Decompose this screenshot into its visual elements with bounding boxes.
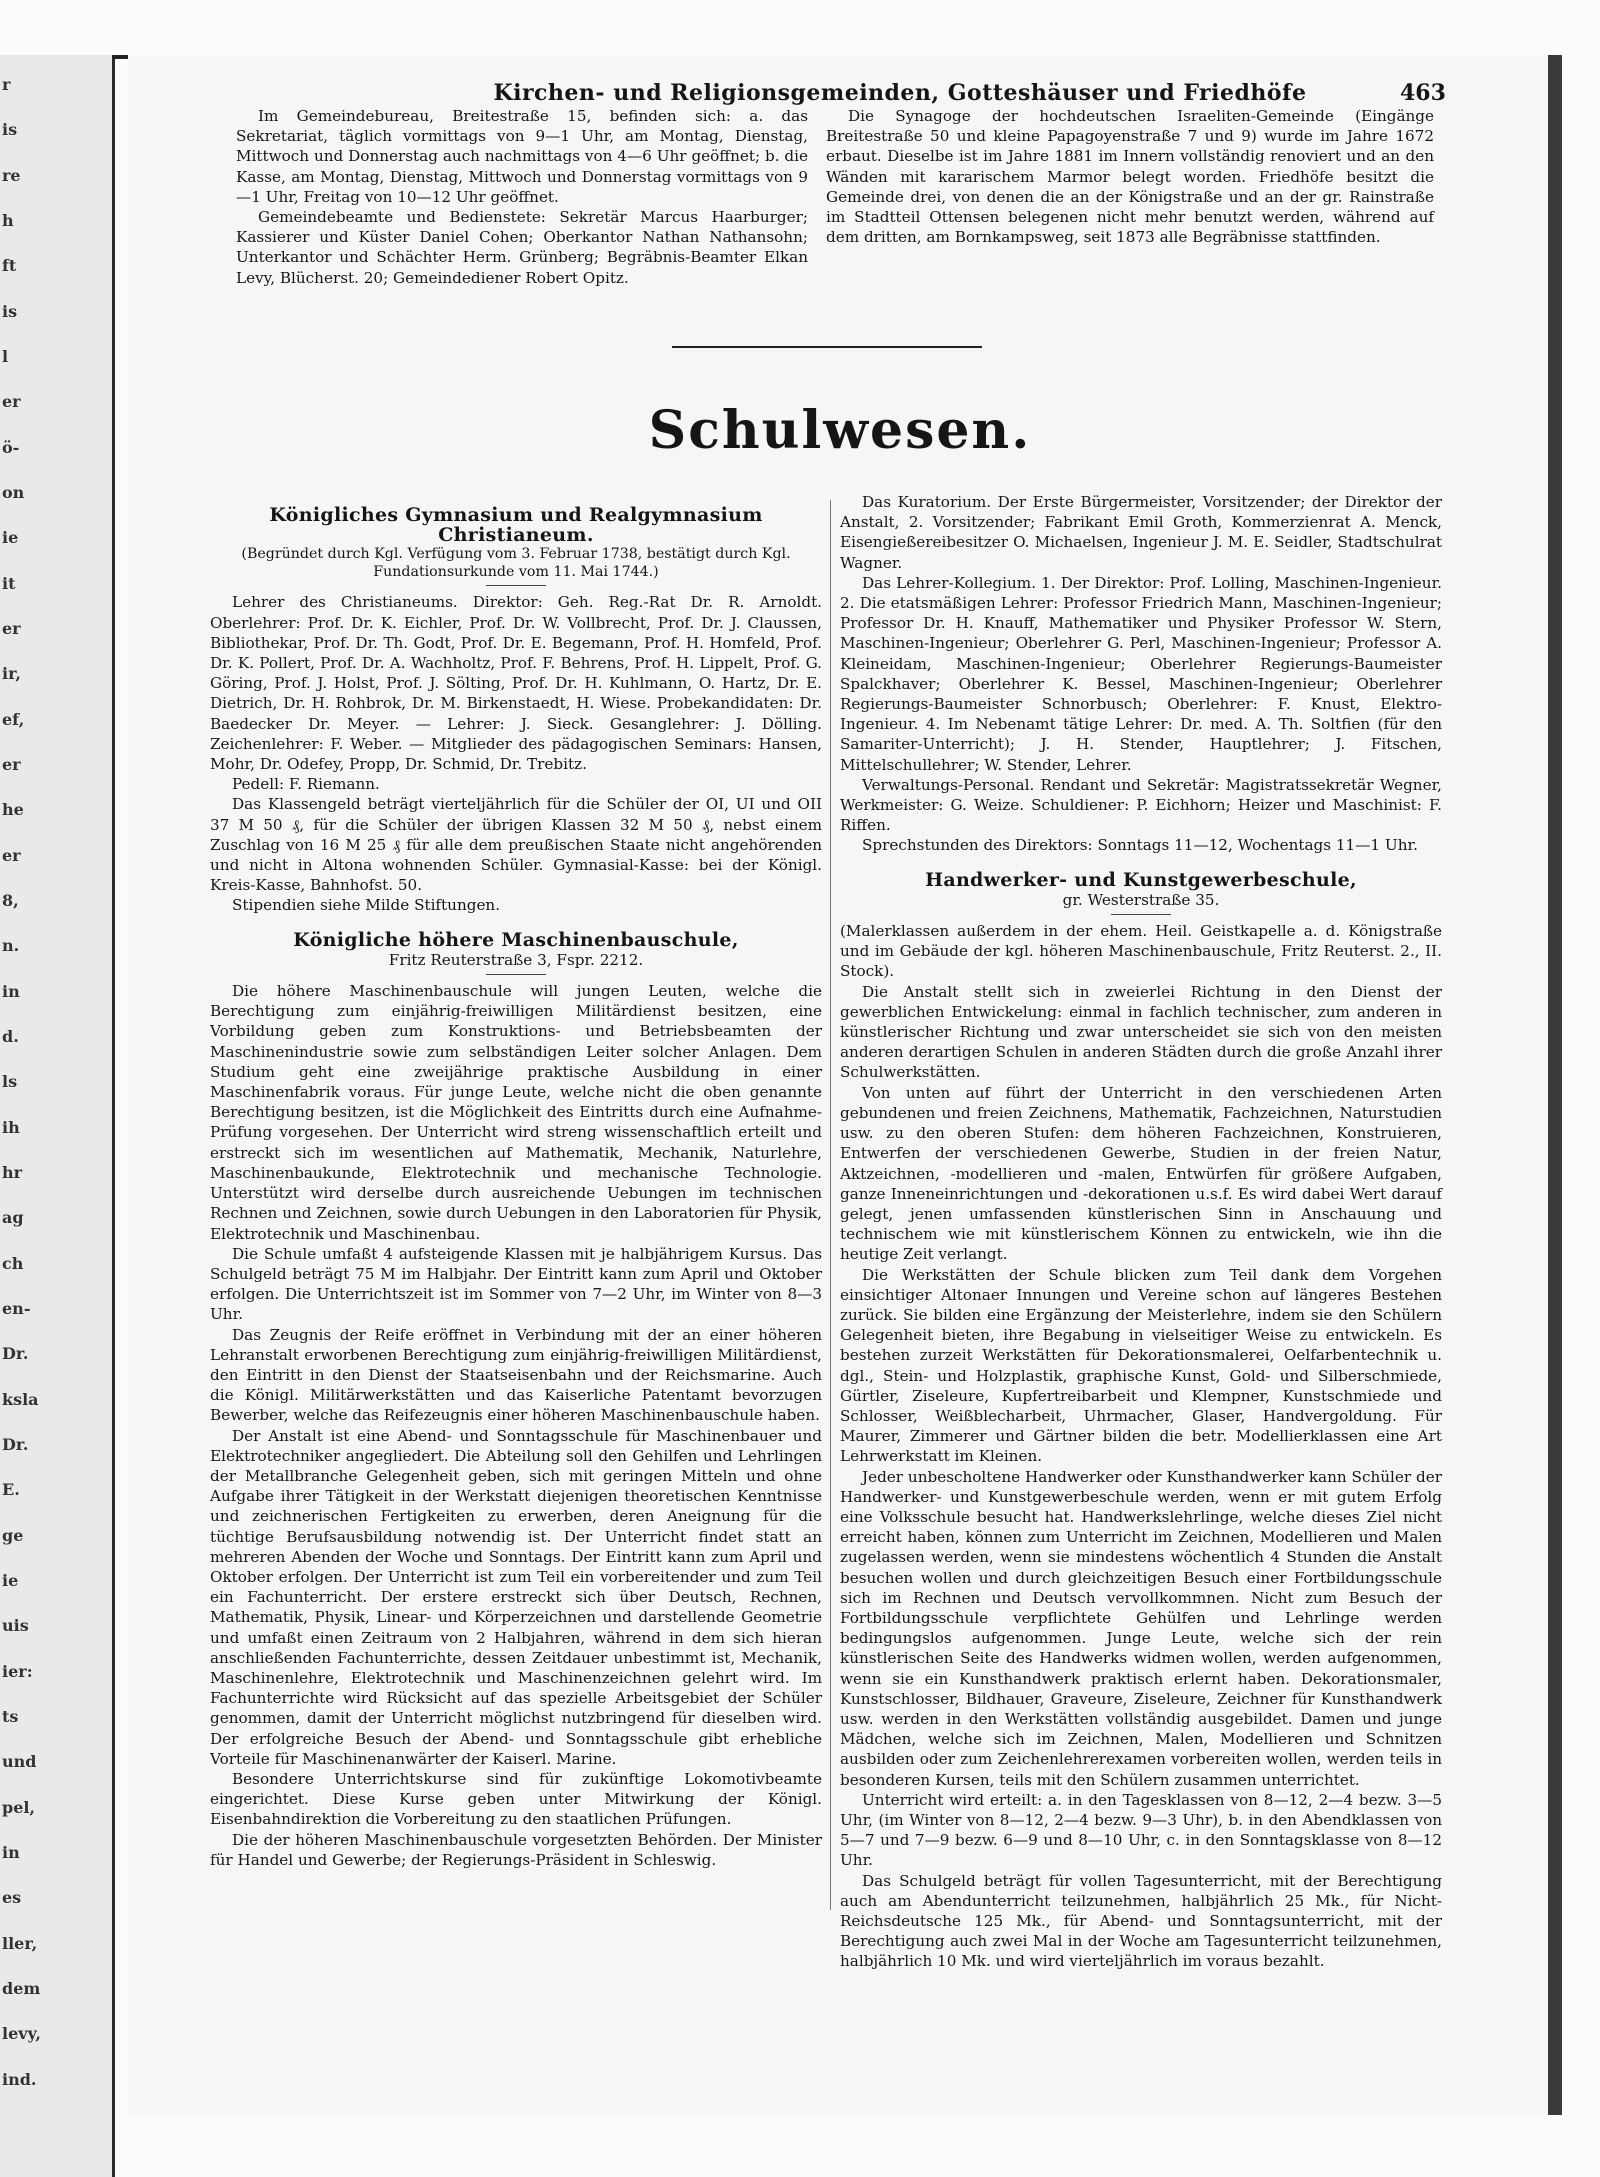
paragraph: Lehrer des Christianeums. Direktor: Geh. Reg.-Rat Dr. R. Arnoldt. Oberlehrer: Prof. Dr. K. Eichler, Prof. Dr. W. Vollbrecht, Prof. Dr. J. Claussen, Bibliothekar, Prof. Dr. Th. Godt, Prof. Dr. E. Begemann, Prof. H. Homfeld, Prof. Dr. K. Pollert, Prof. Dr. A. Wachholtz, Prof. F. Behrens, Prof. H. Lippelt, Prof. G. Göring, Prof. J. Holst, Prof. J. Sölting, Prof. Dr. H. Kuhlmann, O. Hartz, Dr. E. Dietrich, Dr. H. Rohbrok, Dr. M. Birkenstaedt, H. Wiese. Probekandidaten: Dr. Baedecker Dr. Meyer. — Lehrer: J. Sieck. Gesanglehrer: J. Dölling. Zeichenlehrer: F. Weber. — Mitglieder des pädagogischen Seminars: Hansen, Mohr, Dr. Odefey, Propp, Dr. Schmid, Dr. Trebitz. <box>210 593 822 774</box>
page-number: 463 <box>1400 80 1446 106</box>
section-title: Handwerker- und Kunstgewerbeschule, <box>925 868 1357 891</box>
margin-fragment: pel, <box>2 1797 36 1817</box>
paragraph: Das Kuratorium. Der Erste Bürgermeister, Vorsitzender; der Direktor der Anstalt, 2. Vorsitzender; Fabrikant Emil Groth, Kommerzienrat A. Menck, Eisengießereibesitzer O. Michaelsen, Ingenieur J. M. E. Seidler, Stadtschulrat Wagner. <box>840 493 1442 572</box>
margin-fragment: er <box>2 392 21 412</box>
paragraph: Sprechstunden des Direktors: Sonntags 11—12, Wochentags 11—1 Uhr. <box>862 836 1418 855</box>
main-title: Schulwesen. <box>648 400 1032 461</box>
margin-fragment: ts <box>2 1707 19 1726</box>
paragraph: Jeder unbescholtene Handwerker oder Kunsthandwerker kann Schüler der Handwerker- und Kunstgewerbeschule werden, wenn er mit gutem Erfolg eine Volksschule besucht hat. Handwerkslehrlinge, welche dieses Ziel nicht erreicht haben, können zum Unterricht im Zeichnen, Modellieren und Malen zugelassen werden, wenn sie mindestens wöchentlich 4 Stunden die Anstalt besuchen wollen und durch gleichzeitigen Besuch einer Fortbildungsschule sich im Rechnen und Deutsch vervollkommnen. Nicht zum Besuch der Fortbildungsschule verpflichtete Gehülfen und Lehrlinge werden bedingungslos aufgenommen. Junge Leute, welche sich der rein künstlerischen Seite des Handwerks widmen wollen, werden aufgenommen, wenn sie ein Kunsthandwerk praktisch erlernt haben. Dekorationsmaler, Kunstschlosser, Bildhauer, Graveure, Ziseleure, Zeichner für Kunsthandwerk usw. werden in den Werkstätten vollständig ausgebildet. Damen und junge Mädchen, welche sich im Zeichnen, Malen, Modellieren und Schnitzen ausbilden oder zum Zeichenlehrerexamen vorbereiten wollen, werden teils in besonderen Kursen, teils mit den Schülern zusammen unterrichtet. <box>840 1467 1442 1789</box>
margin-fragment: ft <box>2 256 17 276</box>
margin-fragment: er <box>2 619 21 638</box>
margin-fragment: in <box>2 1843 20 1862</box>
margin-fragment: levy, <box>2 2024 41 2044</box>
paragraph: Das Zeugnis der Reife eröffnet in Verbindung mit der an einer höheren Lehranstalt erworbenen Berechtigung zum einjährig-freiwilligen Militärdienst, den Eintritt in den Dienst der Staatseisenbahn und der Reichsmarine. Auch die Königl. Militärwerkstätten und das Kaiserliche Patentamt bevorzugen Bewerber, welche das Reifezeugnis einer höheren Maschinenbauschule haben. <box>210 1325 822 1425</box>
top-left-column <box>236 106 808 288</box>
column-divider <box>830 500 831 1910</box>
margin-fragment: re <box>2 165 21 185</box>
paragraph: Die Anstalt stellt sich in zweierlei Richtung in den Dienst der gewerblichen Entwickelung: einmal in fachlich technischer, zum anderen in künstlerischer Richtung und zwar unterscheidet sie sich von den meisten anderen derartigen Schulen in anderen Städten durch die große Anzahl ihrer Schulwerkstätten. <box>840 982 1442 1082</box>
paragraph: Pedell: F. Riemann. <box>232 775 380 794</box>
margin-fragment: ier: <box>2 1661 33 1681</box>
margin-fragment: ir, <box>2 664 21 684</box>
page-right-edge <box>1548 55 1562 2115</box>
margin-fragment: he <box>2 800 24 820</box>
margin-fragment: ö- <box>2 437 20 457</box>
margin-fragment: ie <box>2 528 19 548</box>
margin-fragment: l <box>2 347 9 366</box>
paragraph: Von unten auf führt der Unterricht in den verschiedenen Arten gebundenen und freien Zeichnens, Mathematik, Fachzeichnen, Naturstudien usw. zu den oberen Stufen: dem höheren Fachzeichnen, Konstruieren, Entwerfen der verschiedenen Gewerbe, Studien in der freien Natur, Aktzeichnen, -modellieren und -malen, Entwürfen für größere Aufgaben, ganze Inneneinrichtungen und -dekorationen u.s.f. Es wird dabei Wert darauf gelegt, jenen umfassenden künstlerischen Sinn in Anschauung und technischem wie mit künstlerischem Können zu entwickeln, wie ihn die heutige Zeit verlangt. <box>840 1083 1442 1264</box>
paragraph: Gemeindebeamte und Bedienstete: Sekretär Marcus Haarburger; Kassierer und Küster Daniel Cohen; Oberkantor Nathan Nathansohn; Unterkantor und Schächter Herm. Grünberg; Begräbnis-Beamter Elkan Levy, Blücherst. 20; Gemeindediener Robert Opitz. <box>236 208 808 287</box>
margin-fragment: es <box>2 1888 22 1908</box>
paragraph: Stipendien siehe Milde Stiftungen. <box>232 896 501 915</box>
paragraph: Besondere Unterrichtskurse sind für zukünftige Lokomotivbeamte eingerichtet. Diese Kurse geben unter Mitwirkung der Königl. Eisenbahndirektion die Vorbereitung zu den staatlichen Prüfungen. <box>210 1769 822 1829</box>
margin-fragment: d. <box>2 1027 19 1046</box>
top-right-column <box>826 106 1434 247</box>
spacer <box>840 856 1442 870</box>
margin-fragment: is <box>2 120 18 140</box>
section-subtitle: Fritz Reuterstraße 3, Fspr. 2212. <box>388 950 644 969</box>
margin-fragment: Dr. <box>2 1435 29 1454</box>
section-note: (Malerklassen außerdem in der ehem. Heil. Geistkapelle a. d. Königstraße und im Gebäude der kgl. höheren Maschinenbauschule, Fritz Reuterst. 2., II. Stock). <box>840 922 1442 981</box>
margin-fragment: dem <box>2 1979 41 1998</box>
section-title: Königliches Gymnasium und Realgymnasium Christianeum. <box>269 504 763 547</box>
left-column <box>210 505 822 1870</box>
section-subtitle: (Begründet durch Kgl. Verfügung vom 3. Februar 1738, bestätigt durch Kgl. Fundationsurkunde vom 11. Mai 1744.) <box>241 546 791 581</box>
margin-fragment: uis <box>2 1616 29 1636</box>
margin-fragment: in <box>2 981 20 1001</box>
paragraph: Unterricht wird erteilt: a. in den Tagesklassen von 8—12, 2—4 bezw. 3—5 Uhr, (im Winter von 8—12, 2—4 bezw. 9—3 Uhr), b. in den Abendklassen von 5—7 und 7—9 bezw. 6—9 und 8—10 Uhr, c. in den Sonntagsklasse von 8—12 Uhr. <box>840 1790 1442 1870</box>
margin-fragment: hr <box>2 1163 23 1182</box>
margin-fragment: er <box>2 755 21 774</box>
margin-fragment: n. <box>2 936 20 956</box>
section-rule <box>672 346 982 348</box>
margin-fragment: ksla <box>2 1389 39 1409</box>
margin-fragment: ih <box>2 1117 20 1137</box>
right-column <box>840 492 1442 1972</box>
margin-fragment: ind. <box>2 2069 37 2089</box>
margin-fragment: h <box>2 211 14 230</box>
running-head: Kirchen- und Religionsgemeinden, Gotteshäuser und Friedhöfe <box>493 80 1307 106</box>
margin-fragment: it <box>2 573 16 593</box>
margin-fragment: ag <box>2 1208 24 1228</box>
paragraph: Die Synagoge der hochdeutschen Israeliten-Gemeinde (Eingänge Breitestraße 50 und kleine Papagoyenstraße 7 und 9) wurde im Jahre 1672 erbaut. Dieselbe ist im Jahre 1881 im Innern vollständig renoviert und an den Wänden mit kararischem Marmor belegt worden. Friedhöfe besitzt die Gemeinde drei, von denen die an der Königstraße und an der gr. Rainstraße im Stadtteil Ottensen belegenen nicht mehr benutzt werden, während auf dem dritten, am Bornkampsweg, seit 1873 alle Begräbnisse stattfinden. <box>826 107 1434 247</box>
paragraph: Die der höheren Maschinenbauschule vorgesetzten Behörden. Der Minister für Handel und Gewerbe; der Regierungs-Präsident in Schleswig. <box>210 1830 822 1869</box>
paragraph: Das Klassengeld beträgt vierteljährlich für die Schüler der OI, UI und OII 37 M 50 ₰, für die Schüler der übrigen Klassen 32 M 50 ₰, nebst einem Zuschlag von 16 M 25 ₰ für alle dem preußischen Staate nicht angehörenden und nicht in Altona wohnenden Schüler. Gymnasial-Kasse: bei der Königl. Kreis-Kasse, Bahnhofst. 50. <box>210 795 822 895</box>
margin-fragment: en- <box>2 1299 31 1318</box>
section-subtitle: gr. Westerstraße 35. <box>1062 890 1220 909</box>
mini-rule <box>1111 914 1171 915</box>
margin-fragment: Dr. <box>2 1344 29 1364</box>
margin-fragment: on <box>2 483 25 502</box>
margin-fragment: 8, <box>2 891 19 910</box>
margin-fragment: und <box>2 1752 37 1772</box>
paragraph: Im Gemeindebureau, Breitestraße 15, befinden sich: a. das Sekretariat, täglich vormittags von 9—1 Uhr, am Montag, Dienstag, Mittwoch und Donnerstag auch nachmittags von 4—6 Uhr geöffnet; b. die Kasse, am Montag, Dienstag, Mittwoch und Donnerstag vormittags von 9—1 Uhr, Freitag von 10—12 Uhr geöffnet. <box>236 107 808 206</box>
margin-fragment: ller, <box>2 1933 38 1953</box>
margin-fragment: ie <box>2 1571 19 1590</box>
paragraph: Das Lehrer-Kollegium. 1. Der Direktor: Prof. Lolling, Maschinen-Ingenieur. 2. Die etatsmäßigen Lehrer: Professor Friedrich Mann, Maschinen-Ingenieur; Professor Dr. H. Knauff, Mathematiker und Physiker Professor W. Stern, Maschinen-Ingenieur; Oberlehrer G. Perl, Maschinen-Ingenieur; Professor A. Kleineidam, Maschinen-Ingenieur; Oberlehrer Regierungs-Baumeister Spalckhaver; Oberlehrer K. Bessel, Maschinen-Ingenieur; Oberlehrer Regierungs-Baumeister Schnorbusch; Oberlehrer: F. Knust, Elektro-Ingenieur. 4. Im Nebenamt tätige Lehrer: Dr. med. A. Th. Soltfien (für den Samariter-Unterricht); J. H. Stender, Hauptlehrer; J. Fitschen, Mittelschullehrer; W. Stender, Lehrer. <box>840 573 1442 774</box>
margin-fragment: ge <box>2 1525 24 1545</box>
paragraph: Die Schule umfaßt 4 aufsteigende Klassen mit je halbjährigem Kursus. Das Schulgeld beträgt 75 M im Halbjahr. Der Eintritt kann zum April und Oktober erfolgen. Die Unterrichtszeit ist im Sommer von 7—2 Uhr, im Winter von 8—3 Uhr. <box>210 1244 822 1324</box>
section-title: Königliche höhere Maschinenbauschule, <box>293 928 739 951</box>
mini-rule <box>486 585 546 586</box>
paragraph: Das Schulgeld beträgt für vollen Tagesunterricht, mit der Berechtigung auch am Abendunterricht teilzunehmen, halbjährlich 25 Mk., für Nicht-Reichsdeutsche 125 Mk., für Abend- und Sonntagsunterricht, mit der Berechtigung auch zwei Mal in der Woche am Tagesunterricht teilzunehmen, halbjährlich 10 Mk. und wird vierteljährlich im voraus bezahlt. <box>840 1871 1442 1971</box>
margin-fragment: ef, <box>2 709 25 729</box>
paragraph: Die Werkstätten der Schule blicken zum Teil dank dem Vorgehen einsichtiger Altonaer Innungen und Vereine schon auf längeres Bestehen zurück. Sie bilden eine Ergänzung der Meisterlehre, indem sie den Schülern Gelegenheit bieten, ihre Begabung in vielseitiger Weise zu entwickeln. Es bestehen zurzeit Werkstätten für Dekorationsmalerei, Oelfarbentechnik u. dgl., Stein- und Holzplastik, graphische Kunst, Gold- und Silberschmiede, Gürtler, Ziseleure, Kupfertreibarbeit und Klempner, Kunstschmiede und Schlosser, Weißblecharbeit, Uhrmacher, Glaser, Handvergoldung. Für Maurer, Zimmerer und Gärtner bilden die betr. Modellierklassen eine Art Lehrwerkstatt im Kleinen. <box>840 1265 1442 1466</box>
margin-fragment: ls <box>2 1072 18 1092</box>
facing-page-edge <box>0 55 115 2177</box>
paragraph: Verwaltungs-Personal. Rendant und Sekretär: Magistratssekretär Wegner, Werkmeister: G. Weize. Schuldiener: P. Eichhorn; Heizer und Maschinist: F. Riffen. <box>840 775 1442 835</box>
margin-fragment: er <box>2 845 21 865</box>
margin-fragment: is <box>2 301 18 321</box>
mini-rule <box>486 974 546 975</box>
margin-fragment: r <box>2 75 11 94</box>
paragraph: Die höhere Maschinenbauschule will jungen Leuten, welche die Berechtigung zum einjährig-freiwilligen Militärdienst besitzen, eine Vorbildung geben zum Konstruktions- und Betriebsbeamten der Maschinenindustrie sowie zum selbständigen Leiter solcher Anlagen. Dem Studium geht eine zweijährige praktische Ausbildung in einer Maschinenfabrik voraus. Für junge Leute, welche nicht die oben genannte Berechtigung besitzen, ist die Möglichkeit des Eintritts durch eine Aufnahme-Prüfung vorgesehen. Der Unterricht wird streng wissenschaftlich erteilt und erstreckt sich im wesentlichen auf Mathematik, Mechanik, Naturlehre, Maschinenbaukunde, Elektrotechnik und mechanische Technologie. Unterstützt wird derselbe durch ausreichende Uebungen im technischen Rechnen und Zeichnen, sowie durch Uebungen in den Laboratorien für Physik, Elektrotechnik und Maschinenbau. <box>210 982 822 1243</box>
margin-fragment: E. <box>2 1480 20 1500</box>
spacer <box>210 916 822 930</box>
margin-fragment: ch <box>2 1253 24 1273</box>
paragraph: Der Anstalt ist eine Abend- und Sonntagsschule für Maschinenbauer und Elektrotechniker angegliedert. Die Abteilung soll den Gehilfen und Lehrlingen der Metallbranche Gelegenheit geben, sich mit geringen Mitteln und ohne Aufgabe ihrer Tätigkeit in der Werkstatt diejenigen theoretischen Kenntnisse und zeichnerischen Fertigkeiten zu erwerben, deren Aneignung für die tüchtige Berufsausbildung notwendig ist. Der Unterricht findet statt an mehreren Abenden der Woche und Sonntags. Der Eintritt kann zum April und Oktober erfolgen. Der Unterricht ist zum Teil ein vorbereitender und zum Teil ein Fachunterricht. Der erstere erstreckt sich über Deutsch, Rechnen, Mathematik, Physik, Linear- und Körperzeichnen und darstellende Geometrie und umfaßt einen Zeitraum von 2 Halbjahren, während in dem sich hieran anschließenden Fachunterrichte, dessen Zeitdauer unbestimmt ist, Mechanik, Maschinenlehre, Elektrotechnik und Maschinenzeichnen gelehrt wird. Im Fachunterrichte wird Rücksicht auf das spezielle Arbeitsgebiet der Schüler genommen, damit der Unterricht möglichst nutzbringend für dieselben wird. Der erfolgreiche Besuch der Abend- und Sonntagsschule gibt erhebliche Vorteile für Maschinenanwärter der Kaiserl. Marine. <box>210 1426 822 1768</box>
